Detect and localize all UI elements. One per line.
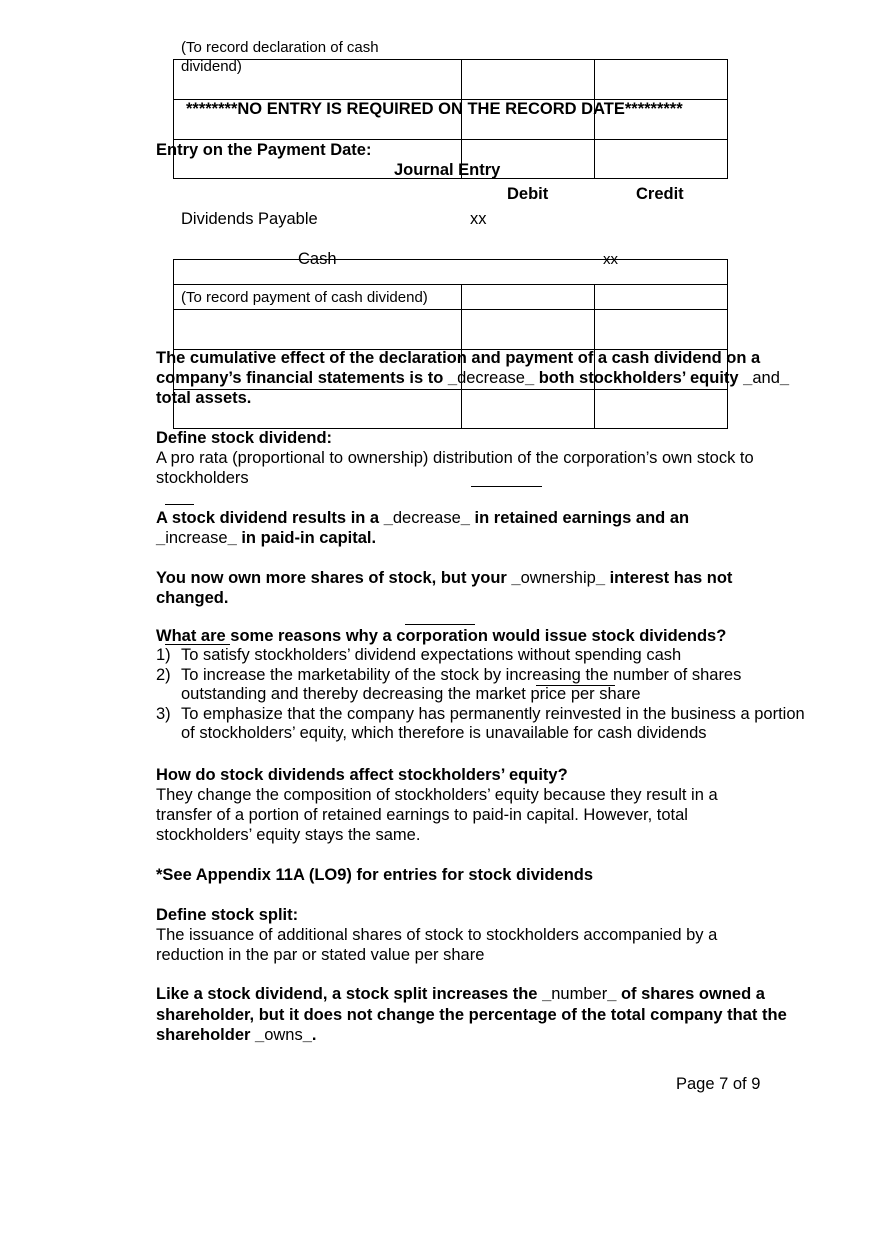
record-date-note: ********NO ENTRY IS REQUIRED ON THE RECORD DATE********* xyxy=(186,100,683,118)
cumulative-effect-paragraph xyxy=(156,348,806,408)
ownership-paragraph xyxy=(156,568,786,608)
blank-underline xyxy=(165,644,230,645)
page-number: Page 7 of 9 xyxy=(676,1075,761,1093)
cash-account: Cash xyxy=(298,250,337,268)
payment-date-heading: Entry on the Payment Date: xyxy=(156,141,372,159)
list-item-text: To satisfy stockholders’ dividend expectations without spending cash xyxy=(181,646,682,664)
blank-underline xyxy=(165,504,194,505)
stock-dividend-heading: Define stock dividend: xyxy=(156,429,333,447)
cumulative-text-1: The cumulative effect of the declaration and payment of a cash dividend on a company’s financial statements is to _ xyxy=(156,349,761,387)
blank-underline xyxy=(471,486,542,487)
cumulative-text-2: _ both stockholders’ equity _ xyxy=(524,369,753,387)
cumulative-answer-2: and xyxy=(752,369,780,387)
list-item-text: To emphasize that the company has permanently reinvested in the business a portion of stockholders’ equity, which therefore is unavailable for cash dividends xyxy=(181,704,805,742)
ownership-text-2: _ interest has not changed. xyxy=(156,569,733,607)
dividends-payable-account: Dividends Payable xyxy=(181,210,318,228)
list-item-text: To increase the marketability of the stock by increasing the number of shares outstanding and thereby decreasing the market price per share xyxy=(181,665,742,703)
results-text-3: _ in paid-in capital. xyxy=(227,529,377,547)
credit-column-header: Credit xyxy=(636,185,684,203)
debit-amount: xx xyxy=(470,210,487,228)
stock-split-definition: The issuance of additional shares of stock to stockholders accompanied by a reduction in the par or stated value per share xyxy=(156,926,718,964)
stock-dividend-definition: A pro rata (proportional to ownership) distribution of the corporation’s own stock to stockholders xyxy=(156,449,754,487)
table-rule xyxy=(173,284,728,285)
reasons-list xyxy=(156,646,806,744)
reasons-heading: What are some reasons why a corporation would issue stock dividends? xyxy=(156,627,727,645)
payment-memo: (To record payment of cash dividend) xyxy=(181,289,428,306)
table-rule xyxy=(594,59,595,179)
list-item-number: 2) xyxy=(156,665,171,684)
debit-column-header: Debit xyxy=(507,185,549,203)
appendix-note: *See Appendix 11A (LO9) for entries for stock dividends xyxy=(156,866,594,884)
stock-split-comparison-paragraph xyxy=(156,984,801,1046)
results-text-2: _ in retained earnings and an _ xyxy=(156,509,690,547)
stock-split-heading: Define stock split: xyxy=(156,906,299,924)
list-item-number: 3) xyxy=(156,704,171,723)
credit-amount: xx xyxy=(603,251,618,268)
results-answer-2: increase xyxy=(165,529,228,547)
split-answer-2: owns xyxy=(264,1026,303,1044)
ownership-text-1: You now own more shares of stock, but your _ xyxy=(156,569,521,587)
results-answer-1: decrease xyxy=(392,509,461,527)
cumulative-text-3: _ total assets. xyxy=(156,369,790,407)
blank-underline xyxy=(536,685,615,686)
list-item xyxy=(156,646,806,666)
table-rule xyxy=(173,309,728,310)
ownership-answer: ownership xyxy=(520,569,596,587)
affect-heading: How do stock dividends affect stockholders’ equity? xyxy=(156,766,568,784)
split-text-2: _ of shares owned a shareholder, but it does not change the percentage of the total company that the shareholder _ xyxy=(156,985,787,1044)
blank-underline xyxy=(405,624,475,625)
declaration-memo-line-1: (To record declaration of cash xyxy=(181,39,379,56)
split-text-1: Like a stock dividend, a stock split increases the _ xyxy=(156,985,552,1003)
split-text-3: _. xyxy=(302,1026,317,1044)
split-answer-1: number xyxy=(551,985,608,1003)
cumulative-answer-1: decrease xyxy=(457,369,525,387)
journal-entry-title: Journal Entry xyxy=(394,161,501,179)
list-item xyxy=(156,705,806,744)
list-item-number: 1) xyxy=(156,646,171,664)
list-item xyxy=(156,666,806,705)
declaration-memo-line-2: dividend) xyxy=(181,58,242,75)
affect-explanation: They change the composition of stockholders’ equity because they result in a transfer of a portion of retained earnings to paid-in capital. However, total stockholders’ equity stays the same. xyxy=(156,786,718,844)
results-text-1: A stock dividend results in a _ xyxy=(156,509,393,527)
stock-dividend-results-paragraph xyxy=(156,508,756,548)
